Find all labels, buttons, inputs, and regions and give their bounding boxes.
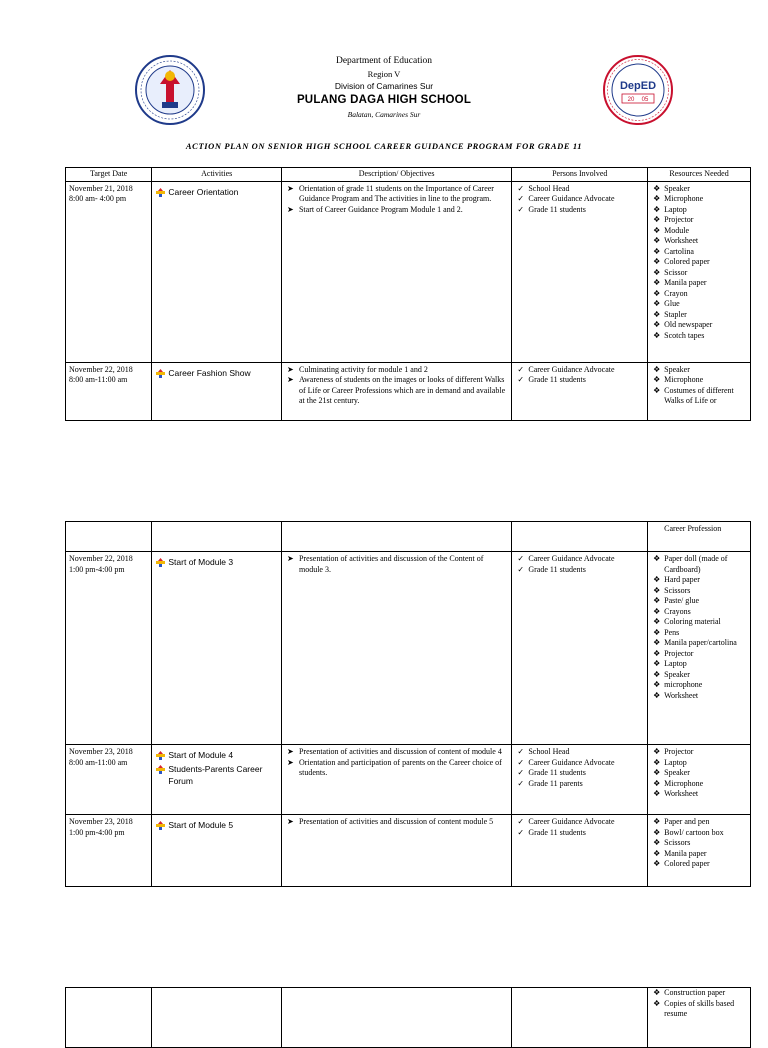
activities-cell (152, 745, 282, 815)
resource-text: Worksheet (664, 789, 699, 798)
resource-text: Manila paper (664, 848, 707, 858)
check-icon: ✓ (517, 375, 525, 384)
resource-item (651, 747, 747, 758)
table-row (66, 181, 751, 362)
diamond-bullet-icon: ❖ (653, 236, 661, 245)
person-text: Career Guidance Advocate (528, 757, 615, 767)
diamond-bullet-icon: ❖ (653, 299, 661, 308)
check-icon: ✓ (517, 364, 525, 374)
resource-item (651, 226, 747, 237)
resource-text: Paper doll (made of Cardboard) (664, 554, 728, 574)
objective-text: Presentation of activities and discussion of the Content of module 3. (298, 554, 484, 574)
arrow-bullet-icon: ➤ (286, 817, 294, 826)
resource-text: Speaker (664, 669, 690, 679)
person-text: Grade 11 students (528, 204, 586, 214)
arrow-bullet-icon: ➤ (286, 204, 294, 214)
target-time: 1:00 pm-4:00 pm (69, 827, 125, 837)
activity-item (155, 367, 278, 379)
persons-cell (512, 745, 648, 815)
arrow-bullet-icon: ➤ (286, 375, 294, 384)
activity-bullet-icon (156, 765, 165, 774)
objective-item (285, 375, 508, 407)
resource-item (651, 988, 747, 999)
activity-label: Start of Module 5 (168, 820, 234, 830)
activities-cell (152, 362, 282, 420)
resource-text: Microphone (664, 778, 704, 788)
resource-item (651, 859, 747, 870)
activities-cell (152, 181, 282, 362)
resource-item (651, 649, 747, 660)
persons-cell (512, 181, 648, 362)
diamond-bullet-icon: ❖ (653, 680, 661, 689)
person-text: Career Guidance Advocate (528, 817, 615, 826)
person-text: Career Guidance Advocate (528, 554, 615, 563)
diamond-bullet-icon: ❖ (653, 309, 661, 319)
diamond-bullet-icon: ❖ (653, 778, 661, 788)
diamond-bullet-icon: ❖ (653, 330, 661, 340)
resource-item (651, 691, 747, 702)
diamond-bullet-icon: ❖ (653, 575, 661, 584)
diamond-bullet-icon: ❖ (653, 638, 661, 647)
resource-text: Copies of skills based resume (664, 998, 735, 1018)
diamond-bullet-icon: ❖ (653, 554, 661, 563)
resource-item (651, 299, 747, 310)
diamond-bullet-icon: ❖ (653, 838, 661, 847)
check-icon: ✓ (517, 564, 525, 574)
person-text: School Head (528, 747, 570, 756)
check-icon: ✓ (517, 204, 525, 214)
person-item (515, 554, 644, 565)
diamond-bullet-icon: ❖ (653, 375, 661, 384)
resource-text: Laptop (664, 204, 687, 214)
resource-text: Bowl/ cartoon box (664, 827, 724, 837)
resource-text: Colored paper (664, 859, 710, 868)
objectives-cell (281, 815, 511, 887)
person-text: Grade 11 students (528, 827, 586, 837)
resource-item (651, 638, 747, 649)
resource-text: Paper and pen (664, 817, 710, 826)
school-seal-year-b: 05 (641, 97, 649, 103)
empty-cell (281, 522, 511, 552)
person-text: School Head (528, 183, 570, 193)
resource-item (651, 768, 747, 779)
diamond-bullet-icon: ❖ (653, 659, 661, 668)
empty-cell (66, 522, 152, 552)
resource-text: Scotch tapes (664, 330, 705, 340)
target-date: November 23, 2018 (69, 817, 133, 826)
persons-cell (512, 362, 648, 420)
action-plan-table-3 (65, 987, 751, 1048)
resource-item (651, 289, 747, 300)
resource-item (651, 205, 747, 216)
resource-item (651, 659, 747, 670)
resource-continuation-text: Career Profession (664, 524, 722, 533)
diamond-bullet-icon: ❖ (653, 998, 661, 1008)
objective-text: Presentation of activities and discussion of content of module 4 (298, 747, 502, 756)
check-icon: ✓ (517, 757, 525, 767)
person-item (515, 747, 644, 758)
diamond-bullet-icon: ❖ (653, 617, 661, 626)
resource-text: Module (664, 225, 690, 235)
header-resources: Resources Needed (648, 168, 751, 182)
resource-item (651, 849, 747, 860)
persons-cell (512, 815, 648, 887)
objectives-cell (281, 181, 511, 362)
diamond-bullet-icon: ❖ (653, 225, 661, 235)
diamond-bullet-icon: ❖ (653, 267, 661, 277)
diamond-bullet-icon: ❖ (653, 757, 661, 767)
person-item (515, 768, 644, 779)
resource-text: Manila paper (664, 278, 707, 287)
resources-cell (648, 181, 751, 362)
resource-item (651, 247, 747, 258)
arrow-bullet-icon: ➤ (286, 364, 294, 374)
person-item (515, 365, 644, 376)
table-row (66, 362, 751, 420)
deped-seal-logo (134, 54, 206, 126)
resource-text: Scissor (664, 267, 688, 277)
activity-label: Start of Module 4 (168, 750, 234, 760)
resources-cell (648, 552, 751, 745)
diamond-bullet-icon: ❖ (653, 988, 661, 997)
resource-item (651, 779, 747, 790)
school-seal-year-a: 20 (627, 97, 635, 103)
check-icon: ✓ (517, 554, 525, 563)
header-description: Description/ Objectives (281, 168, 511, 182)
diamond-bullet-icon: ❖ (653, 690, 661, 700)
activity-label: Career Fashion Show (168, 367, 251, 378)
activities-cell (152, 815, 282, 887)
resource-item (651, 670, 747, 681)
persons-cell (512, 552, 648, 745)
diamond-bullet-icon: ❖ (653, 204, 661, 214)
school-seal-logo (602, 54, 674, 126)
diamond-bullet-icon: ❖ (653, 257, 661, 266)
resource-text: Speaker (664, 768, 690, 777)
activity-bullet-icon (156, 558, 165, 567)
resource-text: Stapler (664, 309, 687, 319)
table-row (66, 745, 751, 815)
person-item (515, 779, 644, 790)
resource-item (651, 789, 747, 800)
diamond-bullet-icon: ❖ (653, 278, 661, 287)
activities-cell (152, 552, 282, 745)
diamond-bullet-icon: ❖ (653, 768, 661, 777)
resource-item (651, 607, 747, 618)
table-row (66, 988, 751, 1048)
table-row (66, 522, 751, 552)
table-row (66, 815, 751, 887)
diamond-bullet-icon: ❖ (653, 385, 661, 395)
resource-text: Microphone (664, 194, 704, 203)
check-icon: ✓ (517, 747, 525, 756)
resource-text: Glue (664, 299, 680, 308)
diamond-bullet-icon: ❖ (653, 246, 661, 256)
resource-item (651, 554, 747, 575)
resource-item (651, 828, 747, 839)
school-address: Balatan, Camarines Sur (347, 110, 421, 119)
action-plan-table-2 (65, 521, 751, 887)
date-cell (66, 745, 152, 815)
header-persons: Persons Involved (512, 168, 648, 182)
school-name: PULANG DAGA HIGH SCHOOL (296, 94, 472, 106)
empty-cell (66, 988, 152, 1048)
person-text: Grade 11 parents (528, 778, 583, 788)
objective-text: Awareness of students on the images or looks of different Walks of Life or Career Professions which are in demand and available at the 21st century. (298, 375, 506, 405)
resource-text: Manila paper/cartolina (664, 638, 737, 647)
objective-item (285, 747, 508, 758)
date-cell (66, 362, 152, 420)
activity-bullet-icon (156, 751, 165, 760)
resources-cell (648, 988, 751, 1048)
resource-text: Laptop (664, 659, 687, 668)
objective-text: Presentation of activities and discussion of content module 5 (298, 817, 494, 826)
objective-text: Culminating activity for module 1 and 2 (298, 364, 428, 374)
resource-text: Speaker (664, 183, 690, 193)
activity-bullet-icon (156, 369, 165, 378)
target-date: November 22, 2018 (69, 554, 133, 563)
resource-text: Projector (664, 215, 694, 224)
resource-item (651, 278, 747, 289)
target-date: November 23, 2018 (69, 747, 133, 756)
objectives-cell (281, 362, 511, 420)
objectives-cell (281, 745, 511, 815)
check-icon: ✓ (517, 778, 525, 788)
activity-item (155, 749, 278, 761)
resource-text: Laptop (664, 757, 687, 767)
diamond-bullet-icon: ❖ (653, 183, 661, 193)
document-title: ACTION PLAN ON SENIOR HIGH SCHOOL CAREER GUIDANCE PROGRAM FOR GRADE 11 (185, 141, 583, 151)
resources-cell (648, 362, 751, 420)
diamond-bullet-icon: ❖ (653, 827, 661, 837)
target-date: November 21, 2018 (69, 183, 133, 193)
diamond-bullet-icon: ❖ (653, 320, 661, 329)
resource-text: Costumes of different Walks of Life or (664, 385, 734, 405)
date-cell (66, 181, 152, 362)
empty-cell (512, 522, 648, 552)
empty-cell (152, 522, 282, 552)
diamond-bullet-icon: ❖ (653, 288, 661, 298)
resource-item (651, 257, 747, 268)
diamond-bullet-icon: ❖ (653, 669, 661, 679)
diamond-bullet-icon: ❖ (653, 596, 661, 605)
person-item (515, 194, 644, 205)
resource-item (651, 617, 747, 628)
resource-text: Paste/ glue (664, 596, 700, 605)
division-name: Division of Camarines Sur (334, 81, 434, 91)
diamond-bullet-icon: ❖ (653, 585, 661, 595)
objective-item (285, 184, 508, 205)
person-item (515, 565, 644, 576)
target-time: 8:00 am-11:00 am (69, 757, 128, 767)
region-name: Region V (367, 69, 401, 79)
resource-text: Projector (664, 648, 694, 658)
empty-cell (512, 988, 648, 1048)
arrow-bullet-icon: ➤ (286, 747, 294, 756)
person-item (515, 828, 644, 839)
resource-item (651, 184, 747, 195)
resource-item (651, 817, 747, 828)
arrow-bullet-icon: ➤ (286, 554, 294, 563)
person-text: Grade 11 students (528, 768, 586, 777)
resources-cell (648, 522, 751, 552)
department-name: Department of Education (335, 56, 433, 66)
resource-text: Hard paper (664, 575, 700, 584)
resources-cell (648, 815, 751, 887)
resource-text: Crayon (664, 288, 688, 298)
person-item (515, 184, 644, 195)
objective-item (285, 758, 508, 779)
person-item (515, 758, 644, 769)
resource-item (651, 999, 747, 1020)
person-text: Career Guidance Advocate (528, 194, 615, 203)
person-item (515, 205, 644, 216)
resource-item (651, 838, 747, 849)
check-icon: ✓ (517, 768, 525, 777)
diamond-bullet-icon: ❖ (653, 747, 661, 756)
action-plan-table-1 (65, 167, 751, 421)
resource-text: Construction paper (664, 988, 726, 997)
resource-item (651, 586, 747, 597)
diamond-bullet-icon: ❖ (653, 848, 661, 858)
resource-text: Worksheet (664, 690, 699, 700)
diamond-bullet-icon: ❖ (653, 817, 661, 826)
diamond-bullet-icon: ❖ (653, 627, 661, 637)
person-text: Career Guidance Advocate (528, 364, 615, 374)
activity-bullet-icon (156, 821, 165, 830)
diamond-bullet-icon: ❖ (653, 606, 661, 616)
objective-item (285, 205, 508, 216)
resource-text: Projector (664, 747, 694, 756)
table-header-row (66, 168, 751, 182)
target-time: 8:00 am- 4:00 pm (69, 194, 127, 203)
activity-label: Career Orientation (168, 186, 239, 197)
resource-text: Crayons (664, 606, 691, 616)
resource-text: Cartolina (664, 246, 694, 256)
objective-text: Orientation and participation of parents on the Career choice of students. (298, 757, 502, 777)
target-time: 8:00 am-11:00 am (69, 375, 128, 384)
activity-item (155, 763, 278, 787)
diamond-bullet-icon: ❖ (653, 364, 661, 374)
person-text: Grade 11 students (528, 564, 586, 574)
date-cell (66, 815, 152, 887)
resource-text: Coloring material (664, 617, 721, 626)
resource-item (651, 365, 747, 376)
objective-item (285, 817, 508, 828)
objective-item (285, 554, 508, 575)
check-icon: ✓ (517, 183, 525, 193)
person-text: Grade 11 students (528, 375, 586, 384)
resource-item (651, 215, 747, 226)
resource-text: Scissors (664, 585, 691, 595)
arrow-bullet-icon: ➤ (286, 183, 294, 193)
resource-text: Old newspaper (664, 320, 713, 329)
activity-item (155, 819, 278, 831)
diamond-bullet-icon: ❖ (653, 789, 661, 798)
diamond-bullet-icon: ❖ (653, 215, 661, 224)
header-target-date: Target Date (66, 168, 152, 182)
resource-item (651, 194, 747, 205)
diamond-bullet-icon: ❖ (653, 859, 661, 868)
header-activities: Activities (152, 168, 282, 182)
resource-item (651, 628, 747, 639)
objective-text: Start of Career Guidance Program Module 1 and 2. (298, 204, 463, 214)
resource-text: Scissors (664, 838, 691, 847)
resource-item (651, 268, 747, 279)
resource-item (651, 331, 747, 342)
objective-item (285, 365, 508, 376)
table-row (66, 552, 751, 745)
resources-cell (648, 745, 751, 815)
resource-item (651, 310, 747, 321)
person-item (515, 375, 644, 386)
arrow-bullet-icon: ➤ (286, 757, 294, 767)
activity-label: Students-Parents Career Forum (168, 764, 263, 786)
resource-item (651, 680, 747, 691)
resource-text: microphone (664, 680, 703, 689)
target-date: November 22, 2018 (69, 364, 133, 374)
diamond-bullet-icon: ❖ (653, 648, 661, 658)
resource-text: Colored paper (664, 257, 710, 266)
resource-item (651, 758, 747, 769)
resource-text: Speaker (664, 364, 690, 374)
check-icon: ✓ (517, 194, 525, 203)
target-time: 1:00 pm-4:00 pm (69, 564, 125, 574)
date-cell (66, 552, 152, 745)
person-item (515, 817, 644, 828)
objectives-cell (281, 552, 511, 745)
resource-item (651, 596, 747, 607)
resource-text: Microphone (664, 375, 704, 384)
activity-item (155, 186, 278, 198)
activity-label: Start of Module 3 (168, 557, 234, 567)
resource-text: Worksheet (664, 236, 699, 245)
check-icon: ✓ (517, 827, 525, 837)
check-icon: ✓ (517, 817, 525, 826)
resource-item (651, 575, 747, 586)
diamond-bullet-icon: ❖ (653, 194, 661, 203)
activity-bullet-icon (156, 188, 165, 197)
school-seal-word: DepED (619, 80, 657, 92)
resource-item (651, 236, 747, 247)
activity-item (155, 556, 278, 568)
objective-text: Orientation of grade 11 students on the Importance of Career Guidance Program and The activities in line to the program. (298, 183, 494, 203)
resource-item (651, 386, 747, 407)
empty-cell (281, 988, 511, 1048)
resource-item (651, 375, 747, 386)
empty-cell (152, 988, 282, 1048)
resource-item (651, 320, 747, 331)
resource-text: Pens (664, 627, 680, 637)
